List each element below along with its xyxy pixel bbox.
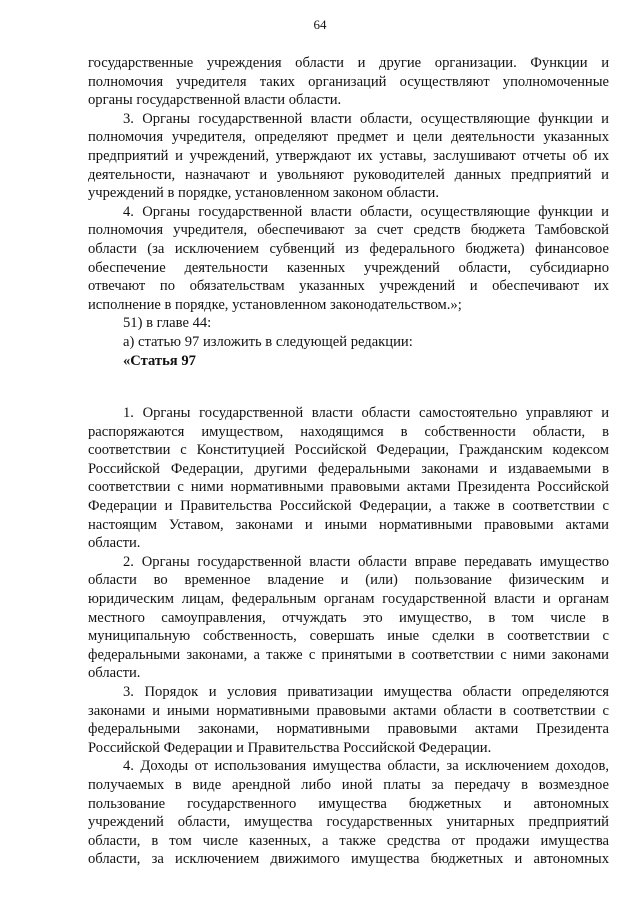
spacer — [88, 370, 609, 404]
text-line: Российской Федерации, другими федеральными законами и издаваемыми в — [88, 460, 609, 477]
page-number: 64 — [313, 17, 327, 32]
text-line: деятельности, назначают и увольняют руководителей данных предприятий и — [88, 166, 609, 183]
text-line: а) статью 97 изложить в следующей редакции: — [123, 333, 413, 350]
text-line: обеспечение деятельности казенных учреждений области, субсидиарно — [88, 259, 609, 276]
text-line: 3. Порядок и условия приватизации имущества области определяются — [123, 684, 609, 700]
text-line: 2. Органы государственной власти области вправе передавать имущество — [123, 553, 609, 570]
text-line: муниципальную собственность, совершать иные сделки в соответствии с — [88, 628, 609, 645]
text-line: области. — [88, 665, 141, 682]
text-line: 4. Доходы от использования имущества области, за исключением доходов, — [123, 758, 609, 775]
article-heading: «Статья 97 — [123, 352, 196, 369]
text-line: учреждений в порядке, установленном законом области. — [88, 185, 439, 202]
text-line: федеральными законами, а также с принятыми в соответствии с ними законами — [88, 646, 609, 663]
text-line: области, за исключением движимого имущества бюджетных и автономных — [88, 851, 609, 868]
text-line: юридическим лицам, федеральным органам государственной власти и органам — [88, 591, 609, 608]
text-line: области, в том числе казенных, а также средства от продажи имущества — [88, 832, 609, 849]
text-line: пользование государственного имущества бюджетных и автономных — [88, 795, 609, 812]
text-line: соответствии с Конституцией Российской Федерации, Гражданским кодексом — [88, 442, 609, 459]
text-line: распоряжаются имуществом, находящимся в собственности области, в — [88, 423, 609, 440]
text-line: настоящим Уставом, законами и иными нормативными правовыми актами — [88, 516, 609, 533]
text-line: законами и иными нормативными правовыми актами области в соответствии с — [88, 702, 609, 719]
text-line: исполнение в порядке, установленном законодательством.»; — [88, 296, 462, 313]
text-line: соответствии с ними нормативными правовыми актами Президента Российской — [88, 479, 609, 496]
text-line: полномочия учредителя таких организаций осуществляют уполномоченные — [88, 73, 609, 90]
document-body — [88, 54, 609, 869]
text-line: федеральными законами, нормативными правовыми актами Президента — [88, 721, 609, 738]
text-line: 3. Органы государственной власти области, осуществляющие функции и — [123, 110, 609, 127]
text-line: государственные учреждения области и другие организации. Функции и — [88, 55, 609, 71]
text-line: предприятий и учреждений, утверждают их уставы, заслушивают отчеты об их — [88, 147, 609, 164]
text-line: 1. Органы государственной власти области самостоятельно управляют и — [123, 405, 609, 422]
text-line: области (за исключением субвенций из федерального бюджета) финансовое — [88, 240, 609, 257]
text-line: органы государственной власти области. — [88, 92, 342, 109]
text-line: Федерации и Правительства Российской Федерации, а также в соответствии с — [88, 498, 609, 515]
text-line: полномочия учредителя, определяют предмет и цели деятельности указанных — [88, 129, 609, 146]
text-line: местного самоуправления, отчуждать это имущество, в том числе в — [88, 609, 609, 626]
text-line: области. — [88, 535, 141, 552]
text-line: 51) в главе 44: — [123, 315, 212, 332]
text-line: полномочия учредителя, обеспечивают за счет средств бюджета Тамбовской — [88, 222, 609, 239]
text-line: отвечают по обязательствам указанных учреждений и обеспечивают их — [88, 278, 609, 295]
text-line: учреждений области, имущества государственных унитарных предприятий — [88, 814, 609, 831]
text-line: Российской Федерации и Правительства Российской Федерации. — [88, 739, 492, 756]
text-line: 4. Органы государственной власти области, осуществляющие функции и — [123, 203, 609, 220]
text-line: области во временное владение и (или) пользование физическим и — [88, 572, 609, 589]
text-line: получаемых в виде арендной либо иной платы за передачу в возмездное — [88, 776, 609, 793]
